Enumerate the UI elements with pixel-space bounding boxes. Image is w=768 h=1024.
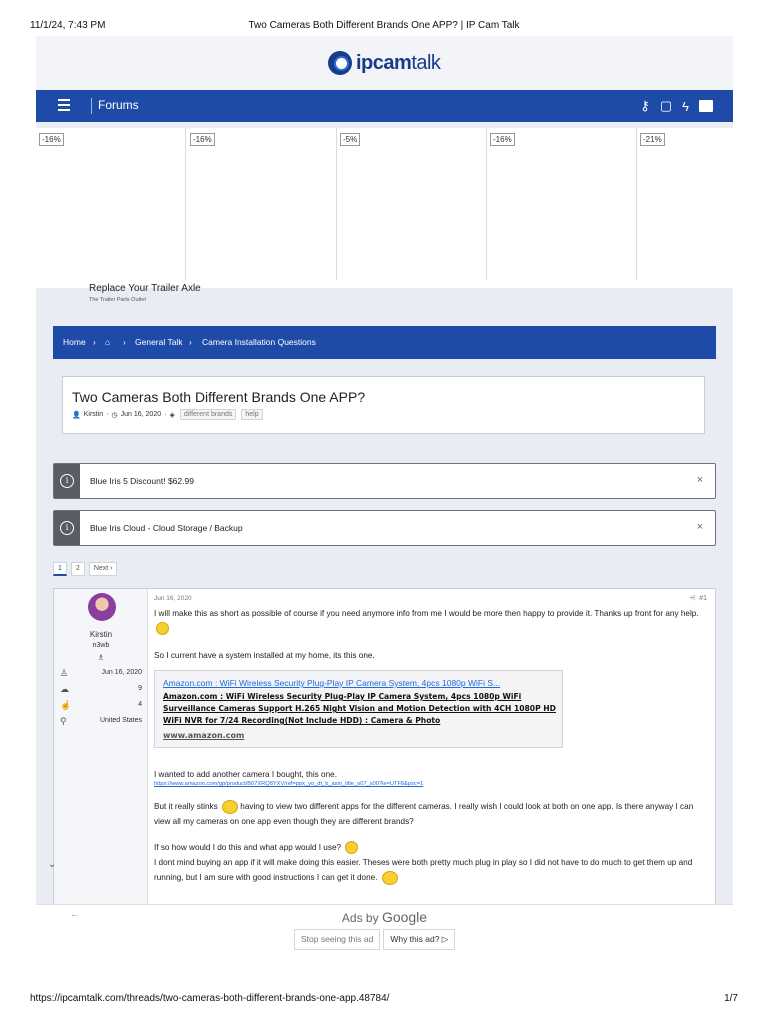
post-number[interactable]: #1 — [699, 595, 707, 602]
thread-author[interactable]: Kirstin — [83, 411, 104, 418]
menu-icon[interactable] — [58, 99, 70, 111]
thread-header — [62, 376, 705, 434]
post-text: I will make this as short as possible of course if you need anymore info from me I would be more then happy to provide it. Thanks up front for any help. — [154, 609, 699, 618]
info-icon: i — [60, 521, 74, 535]
account-avatar-icon[interactable] — [699, 100, 713, 112]
user-location[interactable]: United States — [99, 717, 142, 724]
notice-banner — [53, 463, 716, 499]
preview-link[interactable]: Amazon.com : WiFi Wireless Security Plug-Play IP Camera System, 4pcs 1080p WiFi S... — [163, 678, 501, 688]
thread-title: Two Cameras Both Different Brands One APP? — [72, 389, 366, 405]
thread-meta — [72, 409, 263, 420]
logo-text-a: ipcam — [356, 51, 412, 74]
nav-divider — [91, 98, 92, 114]
close-icon[interactable]: × — [696, 521, 703, 533]
discount-badge: -16% — [190, 133, 215, 146]
post-text: If so how would I do this and what app would I use? — [154, 843, 342, 852]
site-logo[interactable] — [328, 50, 440, 76]
ads-by-label: Ads by — [341, 911, 379, 925]
share-icon[interactable]: ⩤ — [689, 595, 696, 602]
print-title: Two Cameras Both Different Brands One APP? | IP Cam Talk — [248, 20, 520, 31]
print-page-number: 1/7 — [724, 993, 738, 1004]
reactions-count: 4 — [138, 701, 142, 708]
alerts-icon[interactable]: ϟ — [682, 98, 689, 114]
messages-row — [60, 685, 142, 697]
page-link-1[interactable]: 1 — [53, 562, 67, 576]
product-link[interactable]: https://www.amazon.com/gp/product/B07XRQ8YXV/ref=ppx_yo_dt_b_asin_title_o07_s00?ie=UTF8&psc=1 — [154, 781, 424, 787]
messages-icon: ☁ — [60, 684, 69, 694]
user-icon: ♙ — [60, 668, 69, 678]
stop-seeing-ad-button[interactable]: Stop seeing this ad — [294, 929, 380, 950]
post-text: But it really stinks — [154, 802, 218, 811]
post-share — [690, 595, 707, 603]
print-url: https://ipcamtalk.com/threads/two-cameras-both-different-brands-one-app.48784/ — [30, 993, 390, 1004]
post — [53, 588, 716, 908]
post-date[interactable]: Jun 16, 2020 — [154, 595, 192, 602]
post-paragraph — [154, 840, 709, 855]
discount-badge: -16% — [39, 133, 64, 146]
avatar[interactable] — [88, 593, 116, 621]
pagination — [53, 562, 117, 576]
google-label: Google — [381, 909, 428, 925]
breadcrumb-home[interactable]: Home — [63, 337, 86, 347]
back-arrow-icon[interactable]: ← — [70, 909, 80, 920]
post-paragraph — [154, 606, 709, 636]
link-preview-card[interactable] — [154, 670, 563, 748]
meta-separator: · — [164, 411, 167, 418]
ad-tile[interactable] — [337, 128, 487, 280]
breadcrumb-separator: › — [189, 337, 192, 347]
next-page-button[interactable]: Next › — [89, 562, 118, 576]
print-footer — [0, 990, 768, 1020]
ad-tile[interactable] — [187, 128, 337, 280]
thread-tag[interactable]: help — [241, 409, 262, 420]
google-ad-overlay — [36, 904, 733, 990]
discount-badge: -16% — [490, 133, 515, 146]
notice-icon-box — [54, 464, 80, 498]
clock-icon: ◷ — [111, 411, 118, 419]
breadcrumb — [53, 326, 716, 359]
close-icon[interactable]: × — [696, 474, 703, 486]
breadcrumb-separator: › — [123, 337, 126, 347]
preview-description[interactable]: Amazon.com : WiFi Wireless Security Plug-Play IP Camera System, 4pcs 1080p WiFi Surveillance Cameras Support H.265 Night Vision and Motion Detection with 4CH 1080P HD WiFi NVR for 7/24 Recording(Not Include HDD) : Camera & Photo — [163, 692, 556, 725]
breadcrumb-camera-installation[interactable]: Camera Installation Questions — [202, 337, 316, 347]
logo-text — [356, 52, 440, 75]
location-row — [60, 717, 142, 729]
why-this-ad-button[interactable]: Why this ad? ▷ — [383, 929, 455, 950]
site-banner — [36, 36, 733, 90]
joined-row — [60, 669, 142, 681]
home-icon[interactable]: ⌂ — [105, 337, 111, 347]
surprised-emoji-icon — [345, 841, 358, 854]
ad-feedback-buttons — [294, 929, 455, 950]
camera-lens-icon — [328, 51, 352, 75]
post-text: having to view two different apps for the different cameras. I really wish I could look at both on one app. Is there anyway I can view all my cameras on one app even though they are different brands? — [154, 802, 694, 826]
meta-separator: · — [106, 411, 109, 418]
user-title: n3wb — [92, 642, 110, 649]
info-icon: i — [60, 474, 74, 488]
messages-count: 9 — [138, 685, 142, 692]
logo-text-b: talk — [411, 51, 441, 74]
inbox-icon[interactable]: ▢ — [659, 98, 673, 113]
location-pin-icon: ⚲ — [60, 716, 67, 726]
post-paragraph — [154, 799, 709, 829]
chevron-down-icon[interactable]: ⌄ — [48, 859, 57, 870]
ads-by-google — [36, 909, 733, 925]
nav-icons — [640, 98, 713, 114]
preview-domain[interactable]: www.amazon.com — [163, 731, 245, 740]
page-link-2[interactable]: 2 — [71, 562, 85, 576]
post-paragraph — [154, 855, 709, 885]
notice-text[interactable]: Blue Iris Cloud - Cloud Storage / Backup — [90, 523, 243, 533]
ad-tile[interactable] — [487, 128, 637, 280]
user-badge-icon: ♗ — [97, 653, 105, 662]
print-date: 11/1/24, 7:43 PM — [30, 20, 106, 31]
user-icon: 👤 — [72, 411, 81, 419]
ad-tile[interactable] — [637, 128, 733, 280]
breadcrumb-separator: › — [93, 337, 96, 347]
top-navbar — [36, 90, 733, 122]
notice-icon-box — [54, 511, 80, 545]
thumbs-up-icon: ☝ — [60, 700, 72, 710]
thread-tag[interactable]: different brands — [180, 409, 237, 420]
breadcrumb-general-talk[interactable]: General Talk — [135, 337, 183, 347]
nav-forums-link[interactable]: Forums — [98, 98, 139, 112]
thumbs-up-emoji-icon — [382, 871, 398, 885]
discount-badge: -21% — [640, 133, 665, 146]
print-header — [0, 0, 768, 36]
ad-caption-subtitle: The Trailer Parts Outlet — [89, 297, 146, 303]
post-text: I dont mind buying an app if it will make doing this easier. Theses were both pretty much plug in play so I did not have to do much to get them up and running, but I am sure with good instructions I can get it done. — [154, 858, 693, 882]
smile-emoji-icon — [156, 622, 169, 635]
key-icon[interactable]: ⚷ — [640, 98, 650, 113]
post-user-panel — [54, 589, 148, 907]
joined-date: Jun 16, 2020 — [101, 669, 142, 676]
web-page — [36, 36, 733, 990]
tag-icon: ◈ — [169, 411, 175, 419]
post-username[interactable]: Kirstin — [89, 630, 113, 639]
notice-banner — [53, 510, 716, 546]
thread-date[interactable]: Jun 16, 2020 — [120, 411, 162, 418]
ad-tile[interactable] — [36, 128, 186, 280]
product-ad-strip — [36, 128, 733, 288]
frustrated-emoji-icon — [222, 800, 238, 814]
post-paragraph: I wanted to add another camera I bought, this one. — [154, 770, 337, 779]
ad-caption-title[interactable]: Replace Your Trailer Axle — [89, 283, 201, 294]
post-paragraph: So I current have a system installed at my home, its this one. — [154, 651, 375, 660]
post-body — [154, 589, 709, 907]
notice-text[interactable]: Blue Iris 5 Discount! $62.99 — [90, 476, 194, 486]
discount-badge: -5% — [340, 133, 360, 146]
reactions-row — [60, 701, 142, 713]
